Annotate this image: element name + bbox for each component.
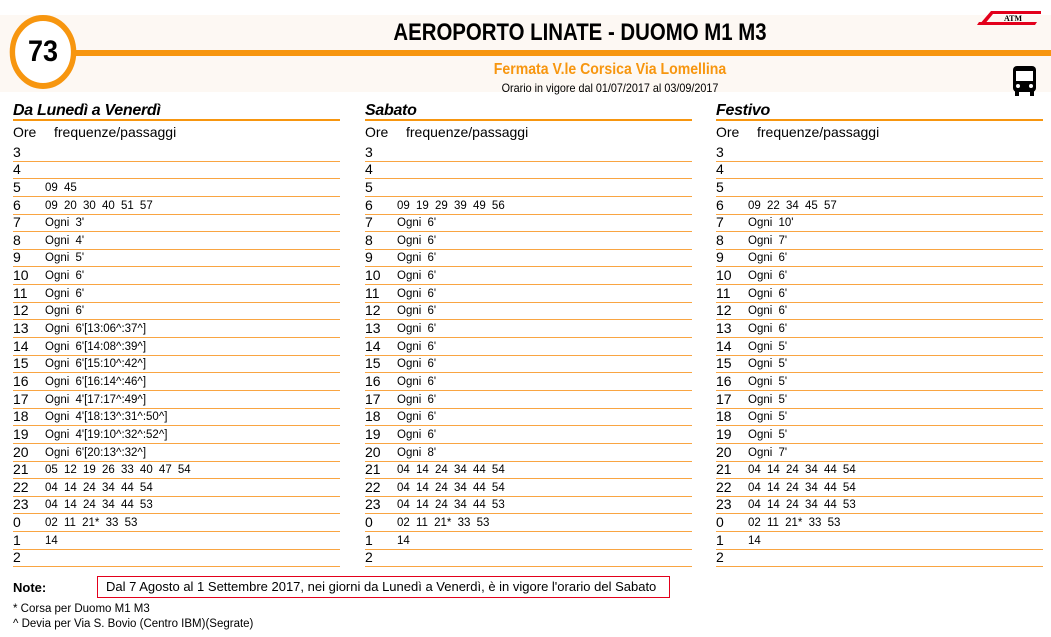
table-row bbox=[13, 391, 340, 409]
departures-cell: Ogni 4'[18:13^:31^:50^] bbox=[45, 411, 168, 424]
departures-cell: Ogni 5' bbox=[748, 340, 788, 353]
departures-cell: Ogni 7' bbox=[748, 446, 788, 459]
hour-cell: 3 bbox=[13, 143, 21, 160]
stop-name: Fermata V.le Corsica Via Lomellina bbox=[493, 61, 727, 78]
departures-cell: 04 14 24 34 44 53 bbox=[397, 499, 505, 512]
hour-cell: 7 bbox=[13, 214, 21, 231]
hour-cell: 21 bbox=[13, 461, 29, 478]
departures-cell: 14 bbox=[748, 534, 761, 547]
hour-cell: 3 bbox=[365, 143, 373, 160]
hour-cell: 23 bbox=[365, 496, 381, 513]
hour-header: Ore bbox=[13, 124, 37, 140]
hour-cell: 20 bbox=[365, 443, 381, 460]
table-row bbox=[716, 373, 1043, 391]
departures-cell: Ogni 8' bbox=[397, 446, 437, 459]
hour-cell: 10 bbox=[13, 267, 29, 284]
schedule-column bbox=[13, 100, 340, 567]
departures-cell: 09 45 bbox=[45, 181, 77, 194]
hour-cell: 22 bbox=[365, 478, 381, 495]
table-row bbox=[13, 144, 340, 162]
departures-cell: Ogni 6' bbox=[397, 270, 437, 283]
table-row bbox=[716, 409, 1043, 427]
svg-text:ATM: ATM bbox=[1003, 14, 1023, 23]
table-row bbox=[13, 514, 340, 532]
departures-cell: 04 14 24 34 44 53 bbox=[45, 499, 153, 512]
departures-cell: Ogni 5' bbox=[748, 358, 788, 371]
departures-cell: 04 14 24 34 44 53 bbox=[748, 499, 856, 512]
hour-cell: 10 bbox=[365, 267, 381, 284]
hour-cell: 12 bbox=[365, 302, 381, 319]
hour-cell: 20 bbox=[716, 443, 732, 460]
departures-cell: Ogni 6' bbox=[397, 287, 437, 300]
hour-cell: 19 bbox=[13, 425, 29, 442]
hour-cell: 11 bbox=[13, 284, 28, 301]
departures-cell: 02 11 21* 33 53 bbox=[748, 517, 841, 530]
hour-cell: 7 bbox=[365, 214, 373, 231]
column-title: Da Lunedì a Venerdì bbox=[13, 100, 340, 121]
route-title: AEROPORTO LINATE - DUOMO M1 M3 bbox=[393, 19, 767, 46]
hour-cell: 18 bbox=[716, 408, 732, 425]
table-row bbox=[365, 267, 692, 285]
table-row bbox=[716, 532, 1043, 550]
table-row bbox=[365, 426, 692, 444]
table-row bbox=[365, 550, 692, 568]
table-row bbox=[716, 426, 1043, 444]
table-row bbox=[716, 444, 1043, 462]
table-row bbox=[13, 532, 340, 550]
departures-cell: Ogni 5' bbox=[748, 393, 788, 406]
hour-cell: 2 bbox=[716, 549, 724, 566]
hour-cell: 15 bbox=[716, 355, 732, 372]
header-bar bbox=[40, 50, 1051, 56]
departures-cell: Ogni 6' bbox=[748, 305, 788, 318]
table-row bbox=[365, 144, 692, 162]
departures-cell: 04 14 24 34 44 54 bbox=[748, 481, 856, 494]
table-row bbox=[716, 479, 1043, 497]
table-row bbox=[365, 409, 692, 427]
departures-cell: Ogni 4'[19:10^:32^:52^] bbox=[45, 428, 168, 441]
hour-cell: 0 bbox=[716, 514, 724, 531]
table-row bbox=[716, 250, 1043, 268]
frequency-header: frequenze/passaggi bbox=[54, 124, 177, 140]
table-row bbox=[716, 144, 1043, 162]
departures-cell: 09 22 34 45 57 bbox=[748, 199, 837, 212]
hour-cell: 17 bbox=[365, 390, 381, 407]
table-row bbox=[716, 215, 1043, 233]
hour-cell: 17 bbox=[716, 390, 732, 407]
departures-cell: Ogni 6' bbox=[397, 323, 437, 336]
table-row bbox=[716, 179, 1043, 197]
departures-cell: Ogni 6'[14:08^:39^] bbox=[45, 340, 147, 353]
table-row bbox=[13, 250, 340, 268]
hour-cell: 3 bbox=[716, 143, 724, 160]
hour-cell: 21 bbox=[716, 461, 732, 478]
hour-cell: 1 bbox=[365, 531, 373, 548]
departures-cell: 14 bbox=[397, 534, 410, 547]
hour-cell: 13 bbox=[365, 320, 381, 337]
hour-cell: 0 bbox=[365, 514, 373, 531]
hour-cell: 2 bbox=[13, 549, 21, 566]
hour-cell: 5 bbox=[716, 178, 724, 195]
departures-cell: Ogni 6'[20:13^:32^] bbox=[45, 446, 147, 459]
departures-cell: Ogni 6' bbox=[748, 270, 788, 283]
departures-cell: Ogni 6' bbox=[397, 234, 437, 247]
departures-cell: Ogni 6' bbox=[45, 287, 85, 300]
departures-cell: 04 14 24 34 44 54 bbox=[45, 481, 153, 494]
hour-cell: 19 bbox=[365, 425, 381, 442]
table-row bbox=[13, 497, 340, 515]
hour-cell: 15 bbox=[365, 355, 381, 372]
hour-cell: 19 bbox=[716, 425, 732, 442]
table-row bbox=[13, 550, 340, 568]
hour-cell: 22 bbox=[716, 478, 732, 495]
hour-cell: 6 bbox=[13, 196, 21, 213]
hour-cell: 20 bbox=[13, 443, 29, 460]
departures-cell: Ogni 6' bbox=[397, 393, 437, 406]
table-row bbox=[716, 391, 1043, 409]
departures-cell: 02 11 21* 33 53 bbox=[45, 517, 138, 530]
departures-cell: Ogni 6' bbox=[397, 358, 437, 371]
departures-cell: 02 11 21* 33 53 bbox=[397, 517, 490, 530]
table-row bbox=[13, 320, 340, 338]
hour-cell: 23 bbox=[13, 496, 29, 513]
footnote-asterisk: * Corsa per Duomo M1 M3 bbox=[13, 603, 150, 615]
hour-header: Ore bbox=[365, 124, 389, 140]
table-row bbox=[13, 373, 340, 391]
table-row bbox=[365, 373, 692, 391]
departures-cell: Ogni 6' bbox=[397, 217, 437, 230]
hour-cell: 22 bbox=[13, 478, 29, 495]
departures-cell: Ogni 6' bbox=[397, 411, 437, 424]
table-row bbox=[365, 179, 692, 197]
table-row bbox=[365, 162, 692, 180]
departures-cell: Ogni 6' bbox=[45, 270, 85, 283]
footnote-caret: ^ Devia per Via S. Bovio (Centro IBM)(Segrate) bbox=[13, 618, 254, 630]
departures-cell: Ogni 6' bbox=[397, 375, 437, 388]
table-row bbox=[13, 215, 340, 233]
table-row bbox=[365, 514, 692, 532]
table-row bbox=[716, 267, 1043, 285]
departures-cell: Ogni 3' bbox=[45, 217, 85, 230]
hour-cell: 12 bbox=[716, 302, 732, 319]
notes-label: Note: bbox=[13, 580, 47, 595]
table-row bbox=[716, 514, 1043, 532]
hour-header: Ore bbox=[716, 124, 740, 140]
table-row bbox=[365, 497, 692, 515]
bus-icon bbox=[1011, 65, 1038, 97]
hour-cell: 0 bbox=[13, 514, 21, 531]
departures-cell: Ogni 6' bbox=[397, 340, 437, 353]
table-row bbox=[365, 303, 692, 321]
departures-cell: Ogni 4'[17:17^:49^] bbox=[45, 393, 147, 406]
hour-cell: 21 bbox=[365, 461, 381, 478]
departures-cell: 05 12 19 26 33 40 47 54 bbox=[45, 464, 191, 477]
hour-cell: 4 bbox=[716, 161, 724, 178]
table-row bbox=[716, 285, 1043, 303]
table-row bbox=[716, 303, 1043, 321]
hour-cell: 18 bbox=[365, 408, 381, 425]
table-row bbox=[716, 320, 1043, 338]
table-row bbox=[13, 426, 340, 444]
hour-cell: 16 bbox=[365, 372, 381, 389]
atm-logo-icon bbox=[975, 9, 1041, 26]
departures-cell: 09 19 29 39 49 56 bbox=[397, 199, 505, 212]
validity-period: Orario in vigore dal 01/07/2017 al 03/09/2017 bbox=[501, 81, 719, 95]
hour-cell: 13 bbox=[13, 320, 29, 337]
departures-cell: Ogni 5' bbox=[748, 411, 788, 424]
table-row bbox=[13, 197, 340, 215]
hour-cell: 1 bbox=[716, 531, 724, 548]
column-header bbox=[13, 121, 340, 144]
hour-cell: 13 bbox=[716, 320, 732, 337]
hour-cell: 5 bbox=[13, 178, 21, 195]
table-row bbox=[13, 462, 340, 480]
hour-cell: 17 bbox=[13, 390, 29, 407]
hour-cell: 11 bbox=[365, 284, 380, 301]
table-row bbox=[13, 356, 340, 374]
line-number-badge: 73 bbox=[10, 15, 77, 89]
column-title: Festivo bbox=[716, 100, 1043, 121]
departures-cell: Ogni 10' bbox=[748, 217, 794, 230]
hour-cell: 12 bbox=[13, 302, 29, 319]
hour-cell: 8 bbox=[13, 231, 21, 248]
column-title: Sabato bbox=[365, 100, 692, 121]
hour-cell: 14 bbox=[13, 337, 29, 354]
table-row bbox=[13, 479, 340, 497]
table-row bbox=[13, 267, 340, 285]
hour-cell: 15 bbox=[13, 355, 29, 372]
hour-cell: 9 bbox=[13, 249, 21, 266]
departures-cell: Ogni 7' bbox=[748, 234, 788, 247]
table-row bbox=[13, 162, 340, 180]
departures-cell: Ogni 6' bbox=[748, 287, 788, 300]
frequency-header: frequenze/passaggi bbox=[757, 124, 880, 140]
table-row bbox=[13, 338, 340, 356]
table-row bbox=[365, 479, 692, 497]
column-header bbox=[365, 121, 692, 144]
notes-box: Dal 7 Agosto al 1 Settembre 2017, nei giorni da Lunedì a Venerdì, è in vigore l'orario del Sabato bbox=[97, 576, 670, 598]
table-row bbox=[365, 462, 692, 480]
departures-cell: 04 14 24 34 44 54 bbox=[748, 464, 856, 477]
table-row bbox=[716, 338, 1043, 356]
table-row bbox=[365, 391, 692, 409]
schedule-column bbox=[365, 100, 692, 567]
hour-cell: 16 bbox=[13, 372, 29, 389]
departures-cell: Ogni 6' bbox=[397, 428, 437, 441]
departures-cell: Ogni 5' bbox=[748, 428, 788, 441]
hour-cell: 23 bbox=[716, 496, 732, 513]
table-row bbox=[365, 215, 692, 233]
hour-cell: 2 bbox=[365, 549, 373, 566]
hour-cell: 9 bbox=[716, 249, 724, 266]
table-row bbox=[13, 444, 340, 462]
table-row bbox=[716, 462, 1043, 480]
hour-cell: 18 bbox=[13, 408, 29, 425]
table-row bbox=[716, 197, 1043, 215]
column-header bbox=[716, 121, 1043, 144]
departures-cell: Ogni 6' bbox=[748, 323, 788, 336]
frequency-header: frequenze/passaggi bbox=[406, 124, 529, 140]
hour-cell: 10 bbox=[716, 267, 732, 284]
table-row bbox=[13, 232, 340, 250]
schedule-column bbox=[716, 100, 1043, 567]
hour-cell: 8 bbox=[365, 231, 373, 248]
departures-cell: 04 14 24 34 44 54 bbox=[397, 464, 505, 477]
table-row bbox=[13, 179, 340, 197]
table-row bbox=[365, 232, 692, 250]
table-row bbox=[365, 356, 692, 374]
departures-cell: Ogni 6'[13:06^:37^] bbox=[45, 323, 147, 336]
departures-cell: Ogni 6' bbox=[397, 252, 437, 265]
hour-cell: 7 bbox=[716, 214, 724, 231]
departures-cell: Ogni 4' bbox=[45, 234, 85, 247]
departures-cell: Ogni 6' bbox=[45, 305, 85, 318]
hour-cell: 14 bbox=[365, 337, 381, 354]
table-row bbox=[716, 232, 1043, 250]
hour-cell: 4 bbox=[365, 161, 373, 178]
table-row bbox=[716, 550, 1043, 568]
table-row bbox=[13, 285, 340, 303]
departures-cell: 14 bbox=[45, 534, 58, 547]
hour-cell: 9 bbox=[365, 249, 373, 266]
hour-cell: 11 bbox=[716, 284, 731, 301]
table-row bbox=[365, 250, 692, 268]
departures-cell: Ogni 5' bbox=[45, 252, 85, 265]
table-row bbox=[365, 338, 692, 356]
table-row bbox=[365, 285, 692, 303]
table-row bbox=[365, 320, 692, 338]
departures-cell: 04 14 24 34 44 54 bbox=[397, 481, 505, 494]
hour-cell: 14 bbox=[716, 337, 732, 354]
table-row bbox=[716, 356, 1043, 374]
hour-cell: 4 bbox=[13, 161, 21, 178]
table-row bbox=[716, 497, 1043, 515]
table-row bbox=[365, 444, 692, 462]
hour-cell: 1 bbox=[13, 531, 21, 548]
hour-cell: 5 bbox=[365, 178, 373, 195]
table-row bbox=[365, 532, 692, 550]
hour-cell: 8 bbox=[716, 231, 724, 248]
hour-cell: 16 bbox=[716, 372, 732, 389]
table-row bbox=[13, 303, 340, 321]
table-row bbox=[365, 197, 692, 215]
hour-cell: 6 bbox=[716, 196, 724, 213]
hour-cell: 6 bbox=[365, 196, 373, 213]
departures-cell: Ogni 5' bbox=[748, 375, 788, 388]
departures-cell: Ogni 6' bbox=[397, 305, 437, 318]
departures-cell: Ogni 6'[16:14^:46^] bbox=[45, 375, 147, 388]
table-row bbox=[13, 409, 340, 427]
table-row bbox=[716, 162, 1043, 180]
departures-cell: Ogni 6' bbox=[748, 252, 788, 265]
departures-cell: 09 20 30 40 51 57 bbox=[45, 199, 153, 212]
departures-cell: Ogni 6'[15:10^:42^] bbox=[45, 358, 147, 371]
